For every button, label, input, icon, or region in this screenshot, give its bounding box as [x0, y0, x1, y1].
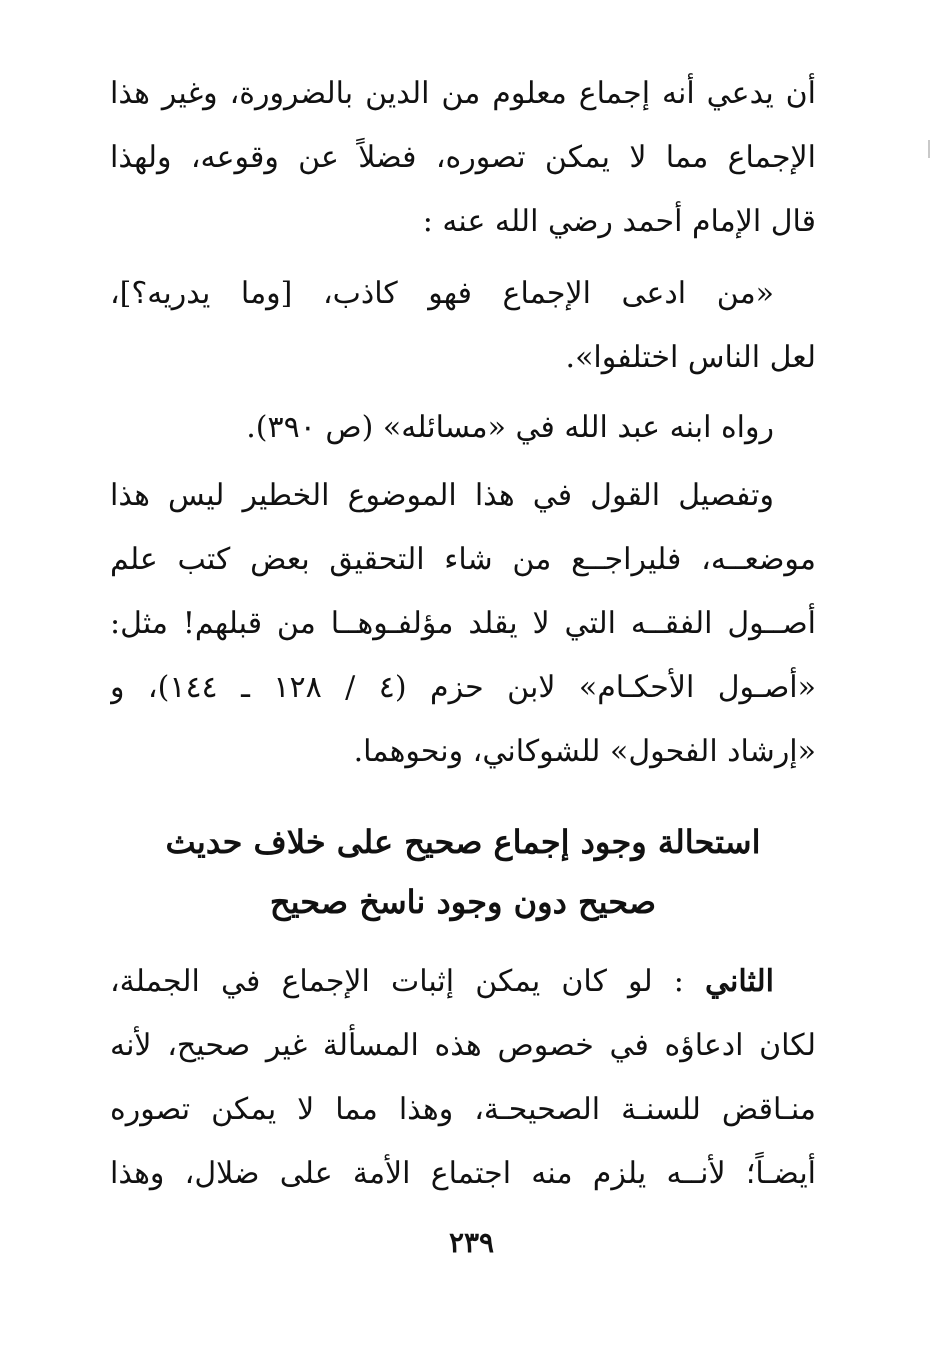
quote-line-2: لعل الناس اختلفوا». [565, 340, 816, 375]
paragraph-3-line-2: لكان ادعاؤه في خصوص هذه المسألة غير صحيح، لأنه [110, 1028, 816, 1063]
citation-line: رواه ابنه عبد الله في «مسائله» (ص ٣٩٠). [246, 410, 774, 445]
paragraph-1-line-3: قال الإمام أحمد رضي الله عنه : [422, 204, 816, 239]
paragraph-2-line-4: «أصـول الأحكـام» لابن حزم (٤ / ١٢٨ ـ ١٤٤)، و [110, 670, 816, 705]
paragraph-3-line-4: أيضـاً؛ لأنــه يلزم منه اجتماع الأمة على ضلال، وهذا [110, 1156, 816, 1191]
quote-line-1: «من ادعى الإجماع فهو كاذب، [وما يدريه؟]، [110, 276, 774, 311]
paragraph-2 [110, 464, 816, 784]
paragraph-1 [110, 62, 816, 254]
quote-block [110, 262, 816, 390]
page-number: ٢٣٩ [448, 1226, 495, 1259]
paragraph-2-line-2: موضعــه، فليراجــع من شاء التحقيق بعض كتب علم [110, 542, 816, 577]
section-heading-line-1: استحالة وجود إجماع صحيح على خلاف حديث [165, 823, 761, 861]
paragraph-3 [110, 950, 816, 1206]
paragraph-2-line-1: وتفصيل القول في هذا الموضوع الخطير ليس هذا [110, 478, 774, 513]
paragraph-3-lead: الثاني [704, 964, 774, 999]
paragraph-1-line-1: أن يدعي أنه إجماع معلوم من الدين بالضرورة، وغير هذا [110, 76, 816, 111]
paragraph-3-line-3: منـاقض للسنـة الصحيحـة، وهذا مما لا يمكن تصوره [110, 1092, 816, 1127]
paragraph-2-line-3: أصــول الفقــه التي لا يقلد مؤلفـوهــا من قبلهم! مثل: [110, 606, 816, 641]
margin-mark [928, 140, 930, 158]
citation-block [110, 396, 816, 460]
paragraph-3-line-1 [110, 950, 816, 1014]
paragraph-3-line-1-rest: : لو كان يمكن إثبات الإجماع في الجملة، [110, 964, 684, 999]
paragraph-2-line-5: «إرشاد الفحول» للشوكاني، ونحوهما. [353, 734, 816, 769]
paragraph-1-line-2: الإجماع مما لا يمكن تصوره، فضلاً عن وقوعه، ولهذا [110, 140, 816, 175]
section-heading [110, 812, 816, 932]
section-heading-line-2: صحيح دون وجود ناسخ صحيح [269, 883, 657, 921]
